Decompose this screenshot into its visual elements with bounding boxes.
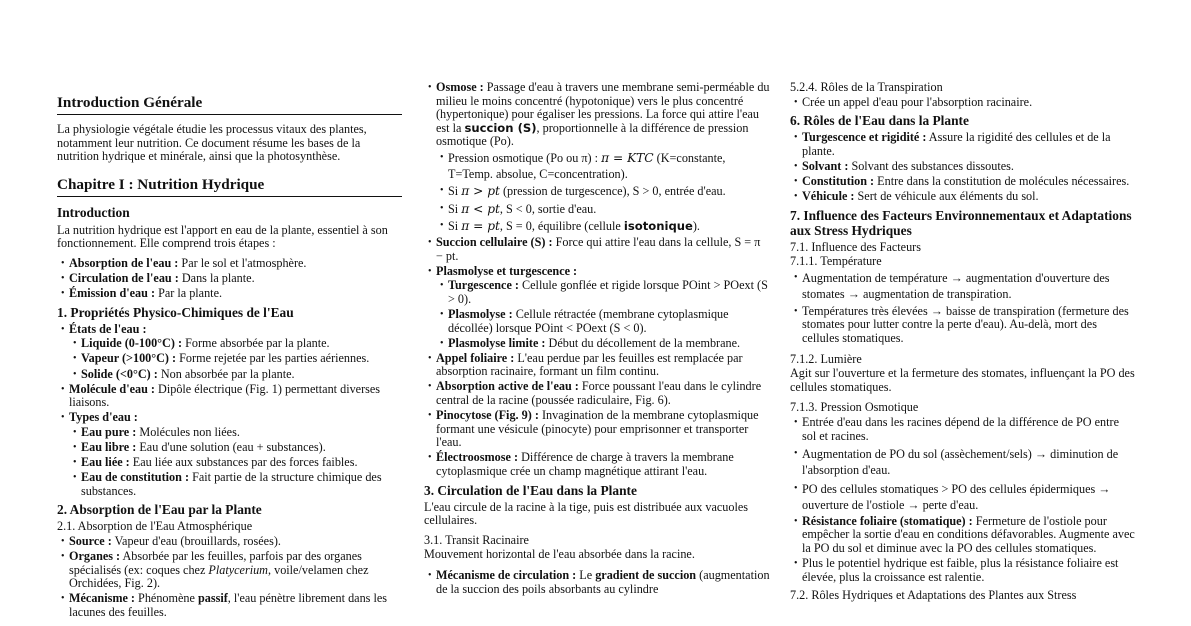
list-item: • Eau de constitution : Fait partie de la structure chimique des substances. — [69, 471, 402, 498]
list-item: • Eau libre : Eau d'une solution (eau + substances). — [69, 441, 402, 455]
list-item: • Véhicule : Sert de véhicule aux éléments du sol. — [790, 190, 1135, 204]
subsection-7-1-2: 7.1.2. Lumière — [790, 351, 862, 366]
intro-paragraph: La physiologie végétale étudie les processus vitaux des plantes, notamment leur nutrition. Ce document résume les bases de la nutrition hydrique et minérale, ainsi que la photosynthèse. — [57, 122, 367, 164]
list-item: • Turgescence et rigidité : Assure la rigidité des cellules et de la plante. — [790, 131, 1135, 158]
subsection-7-1: 7.1. Influence des Facteurs — [790, 239, 921, 254]
subsection-3-1-paragraph: Mouvement horizontal de l'eau absorbée dans la racine. — [424, 547, 695, 562]
subsection-5-2-4: 5.2.4. Rôles de la Transpiration — [790, 80, 943, 94]
introduction-heading: Introduction — [57, 204, 130, 220]
list-item: • Émission d'eau : Par la plante. — [57, 287, 402, 301]
subsection-7-1-1: 7.1.1. Température — [790, 254, 882, 269]
list-item: • Plasmolyse limite : Début du décollement de la membrane. — [436, 337, 770, 351]
list-item: • Molécule d'eau : Dipôle électrique (Fig. 1) permettant diverses liaisons. — [57, 383, 402, 410]
properties-list — [57, 323, 402, 499]
arrow-icon: → — [907, 498, 920, 513]
section-1-title: 1. Propriétés Physico-Chimiques de l'Eau — [57, 304, 294, 320]
column-middle — [424, 0, 770, 600]
subsection-2-1: 2.1. Absorption de l'Eau Atmosphérique — [57, 519, 253, 534]
list-item: • Eau liée : Eau liée aux substances par des forces faibles. — [69, 456, 402, 470]
list-item: • Eau pure : Molécules non liées. — [69, 426, 402, 440]
list-item: • Organes : Absorbée par les feuilles, parfois par des organes spécialisés (ex: coques chez Platycerium, voile/velamen chez Orchidées, Fig. 2). — [57, 550, 402, 591]
absorption-list — [57, 535, 402, 620]
list-item: • Circulation de l'eau : Dans la plante. — [57, 272, 402, 286]
list-item: • Entrée d'eau dans les racines dépend de la différence de PO entre sol et racines. — [790, 416, 1135, 443]
list-item: • Températures très élevées → baisse de transpiration (fermeture des stomates pour lutter contre la perte d'eau). Au-delà, mort des cellules stomatiques. — [790, 305, 1135, 346]
list-item: • Plasmolyse : Cellule rétractée (membrane cytoplasmique décollée) lorsque POint < POext (S < 0). — [436, 308, 770, 335]
list-item: • Mécanisme : Phénomène passif, l'eau pénètre librement dans les lacunes des feuilles. — [57, 592, 402, 619]
arrow-icon: → — [930, 303, 943, 318]
list-item: • Solide (<0°C) : Non absorbée par la plante. — [69, 368, 402, 382]
list-item: • Électroosmose : Différence de charge à travers la membrane cytoplasmique crée un champ magnétique attirant l'eau. — [424, 451, 770, 478]
arrow-icon: → — [950, 270, 963, 285]
subsection-7-2-partial: 7.2. Rôles Hydriques et Adaptations des Plantes aux Stress — [790, 588, 1077, 603]
list-item: • Appel foliaire : L'eau perdue par les feuilles est remplacée par absorption racinaire, formant un film continu. — [424, 352, 770, 379]
list-item: • Constitution : Entre dans la constitution de molécules nécessaires. — [790, 175, 1135, 189]
arrow-icon: → — [847, 286, 860, 301]
list-item: • Mécanisme de circulation : Le gradient de succion (augmentation de la succion des poils absorbants au cylindre — [424, 569, 770, 596]
list-item: • Plasmolyse et turgescence : • Turgescence : Cellule gonflée et rigide lorsque POint > POext (S > 0). • Plasmolyse : Cellule rétractée (membrane cytoplasmique décollée) lorsque POint < POext (S < 0). • Plasmolyse limite : Début du décollement de la membrane. — [424, 265, 770, 351]
list-item: • Vapeur (>100°C) : Forme rejetée par les parties aériennes. — [69, 352, 402, 366]
subsection-7-1-3: 7.1.3. Pression Osmotique — [790, 400, 919, 415]
list-item: • Crée un appel d'eau pour l'absorption racinaire. — [790, 96, 1135, 110]
list-item: • Augmentation de température → augmentation d'ouverture des stomates → augmentation de transpiration. — [790, 270, 1135, 302]
subsection-3-1: 3.1. Transit Racinaire — [424, 532, 529, 547]
list-item: • Si π > pt (pression de turgescence), S > 0, entrée d'eau. — [436, 183, 770, 199]
list-item: • Pinocytose (Fig. 9) : Invagination de la membrane cytoplasmique formant une vésicule (pinocyte) pour emprisonner et transporter l'eau. — [424, 409, 770, 450]
osmosis-list — [424, 81, 770, 479]
list-item: • Augmentation de PO du sol (assèchement/sels) → diminution de l'absorption d'eau. — [790, 446, 1135, 478]
arrow-icon: → — [1034, 447, 1048, 462]
section-7-title: 7. Influence des Facteurs Environnementaux et Adaptations aux Stress Hydriques — [790, 207, 1132, 238]
water-roles-list — [790, 131, 1135, 203]
list-item: • Plus le potentiel hydrique est faible, plus la résistance foliaire est élevée, plus la croissance est ralentie. — [790, 557, 1135, 584]
section-6-title: 6. Rôles de l'Eau dans la Plante — [790, 113, 969, 129]
osmotic-pressure-list — [790, 416, 1135, 584]
section-3-title: 3. Circulation de l'Eau dans la Plante — [424, 482, 637, 498]
intro-title: Introduction Générale — [57, 94, 402, 115]
list-item: • États de l'eau : • Liquide (0-100°C) : Forme absorbée par la plante. • Vapeur (>100°C) : Forme rejetée par les parties aériennes. • Solide (<0°C) : Non absorbée par la plante. — [57, 323, 402, 381]
transpiration-roles-list — [790, 96, 1135, 110]
list-item: • Source : Vapeur d'eau (brouillards, rosées). — [57, 535, 402, 549]
list-item: • Si π < pt, S < 0, sortie d'eau. — [436, 201, 770, 217]
list-item: • Solvant : Solvant des substances dissoutes. — [790, 160, 1135, 174]
temperature-list — [790, 270, 1135, 346]
section-3-paragraph: L'eau circule de la racine à la tige, puis est distribuée aux vacuoles cellulaires. — [424, 499, 749, 528]
list-item: • Turgescence : Cellule gonflée et rigide lorsque POint > POext (S > 0). — [436, 279, 770, 306]
list-item: • Succion cellulaire (S) : Force qui attire l'eau dans la cellule, S = π − pt. — [424, 236, 770, 263]
list-item: • Types d'eau : • Eau pure : Molécules non liées. • Eau libre : Eau d'une solution (eau + substances). • Eau liée : Eau liée aux substances par des forces faibles. • Eau de constitution : Fait partie de la structure chimique des substances. — [57, 411, 402, 498]
list-item: • Résistance foliaire (stomatique) : Fermeture de l'ostiole pour empêcher la sortie d'eau en conditions défavorables. Augmente avec la PO du sol et diminue avec la PO des cellules stomatiques. — [790, 515, 1135, 556]
arrow-icon: → — [1098, 482, 1111, 497]
list-item: • Absorption active de l'eau : Force poussant l'eau dans le cylindre central de la racine (poussée radiculaire, Fig. 6). — [424, 380, 770, 407]
column-left — [57, 0, 402, 624]
list-item: • Absorption de l'eau : Par le sol et l'atmosphère. — [57, 257, 402, 271]
list-item: • Liquide (0-100°C) : Forme absorbée par la plante. — [69, 337, 402, 351]
introduction-paragraph: La nutrition hydrique est l'apport en eau de la plante, essentiel à son fonctionnement. Elle comprend trois étapes : — [57, 222, 388, 251]
list-item: • Pression osmotique (Po ou π) : π = KTC (K=constante, T=Temp. absolue, C=concentration). — [436, 150, 770, 182]
circulation-list — [424, 569, 770, 596]
chapter-title: Chapitre I : Nutrition Hydrique — [57, 176, 402, 197]
lumiere-paragraph: Agit sur l'ouverture et la fermeture des stomates, influençant la PO des cellules stomatiques. — [790, 366, 1135, 394]
list-item: • Si π = pt, S = 0, équilibre (cellule isotonique). — [436, 218, 770, 234]
steps-list — [57, 257, 402, 301]
list-item: • Osmose : Passage d'eau à travers une membrane semi-perméable du milieu le moins concentré (hypotonique) vers le plus concentré (hypertonique) pour égaliser les pressions. La force qui attire l'eau est la succion (S), proportionnelle à la différence de pression osmotique (Po). • Pression osmotique (Po ou π) : π = KTC (K=constante, T=Temp. absolue, C=concentration). • Si π > pt (pression de turgescence), S > 0, entrée d'eau. • Si π < pt, S < 0, sortie d'eau. • Si π = pt, S = 0, équilibre (cellule isotonique). — [424, 81, 770, 234]
list-item: • PO des cellules stomatiques > PO des cellules épidermiques → ouverture de l'ostiole → perte d'eau. — [790, 481, 1135, 513]
column-right — [790, 0, 1135, 604]
section-2-title: 2. Absorption de l'Eau par la Plante — [57, 502, 262, 518]
